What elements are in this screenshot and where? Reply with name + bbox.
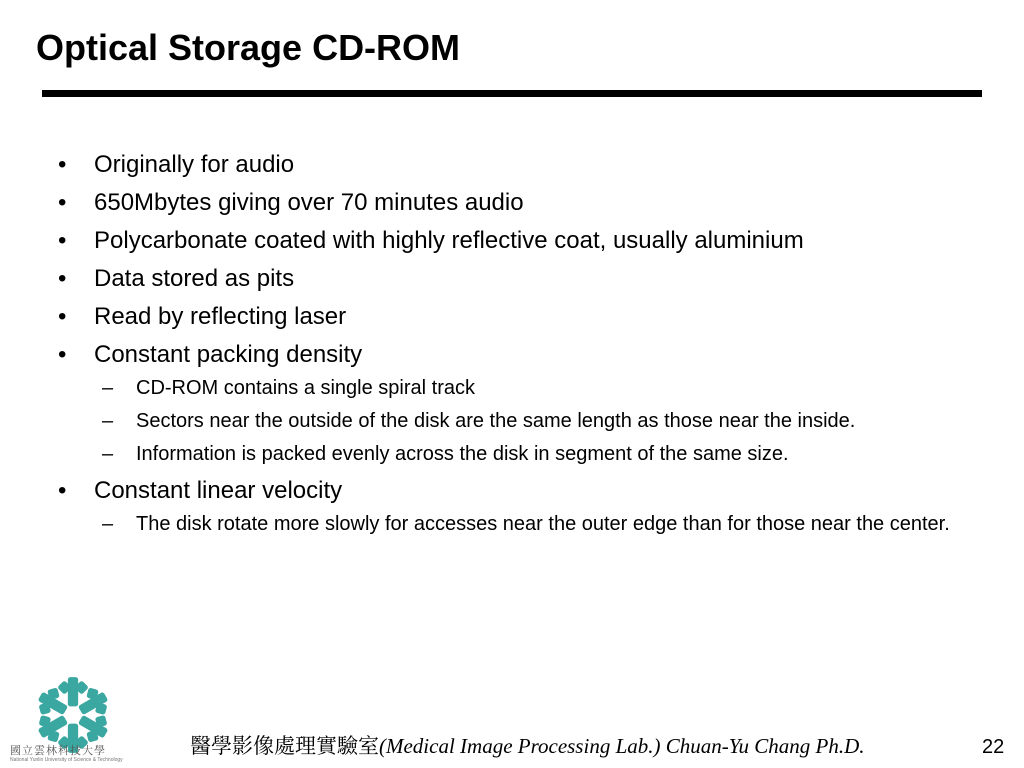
bullet-marker: •	[58, 477, 67, 504]
university-name: 國立雲林科技大學	[10, 744, 106, 757]
sub-bullet-marker: –	[102, 513, 114, 535]
footer-lab-name-english: (Medical Image Processing Lab.) Chuan-Yu Chang Ph.D.	[379, 734, 865, 758]
sub-bullet-marker: –	[102, 377, 114, 399]
bullet-list	[56, 150, 956, 543]
bullet-text: Originally for audio	[94, 151, 295, 178]
bullet-item	[56, 340, 956, 370]
sub-bullet-item	[102, 510, 956, 538]
bullet-marker: •	[58, 265, 67, 292]
sub-bullet-text: Information is packed evenly across the disk in segment of the same size.	[136, 443, 789, 465]
slide-title: Optical Storage CD-ROM	[36, 27, 461, 68]
bullet-text: Constant linear velocity	[94, 477, 343, 504]
bullet-marker: •	[58, 227, 67, 254]
bullet-item	[56, 150, 956, 180]
bullet-item	[56, 188, 956, 218]
bullet-item	[56, 302, 956, 332]
bullet-text: Data stored as pits	[94, 265, 295, 292]
sub-bullet-marker: –	[102, 410, 114, 432]
bullet-text: Constant packing density	[94, 341, 363, 368]
title-divider	[42, 90, 982, 97]
bullet-marker: •	[58, 189, 67, 216]
bullet-marker: •	[58, 341, 67, 368]
sub-bullet-text: Sectors near the outside of the disk are the same length as those near the inside.	[136, 410, 856, 432]
bullet-item	[56, 264, 956, 294]
bullet-item	[56, 476, 956, 506]
bullet-text: Read by reflecting laser	[94, 303, 347, 330]
bullet-text: 650Mbytes giving over 70 minutes audio	[94, 189, 524, 216]
footer-lab-name-chinese: 醫學影像處理實驗室	[190, 734, 379, 758]
university-name-english: National Yunlin University of Science & Technology	[10, 757, 123, 763]
sub-bullet-text: The disk rotate more slowly for accesses near the outer edge than for those near the center.	[136, 513, 950, 535]
footer-lab-credit	[190, 730, 865, 760]
bullet-marker: •	[58, 303, 67, 330]
sub-bullet-item	[102, 374, 956, 402]
sub-bullet-text: CD-ROM contains a single spiral track	[136, 377, 475, 399]
sub-bullet-item	[102, 407, 956, 435]
bullet-item	[56, 226, 956, 256]
sub-bullet-item	[102, 440, 956, 468]
page-number: 22	[982, 736, 1005, 758]
bullet-marker: •	[58, 151, 67, 178]
sub-bullet-marker: –	[102, 443, 114, 465]
bullet-text: Polycarbonate coated with highly reflective coat, usually aluminium	[94, 227, 804, 254]
